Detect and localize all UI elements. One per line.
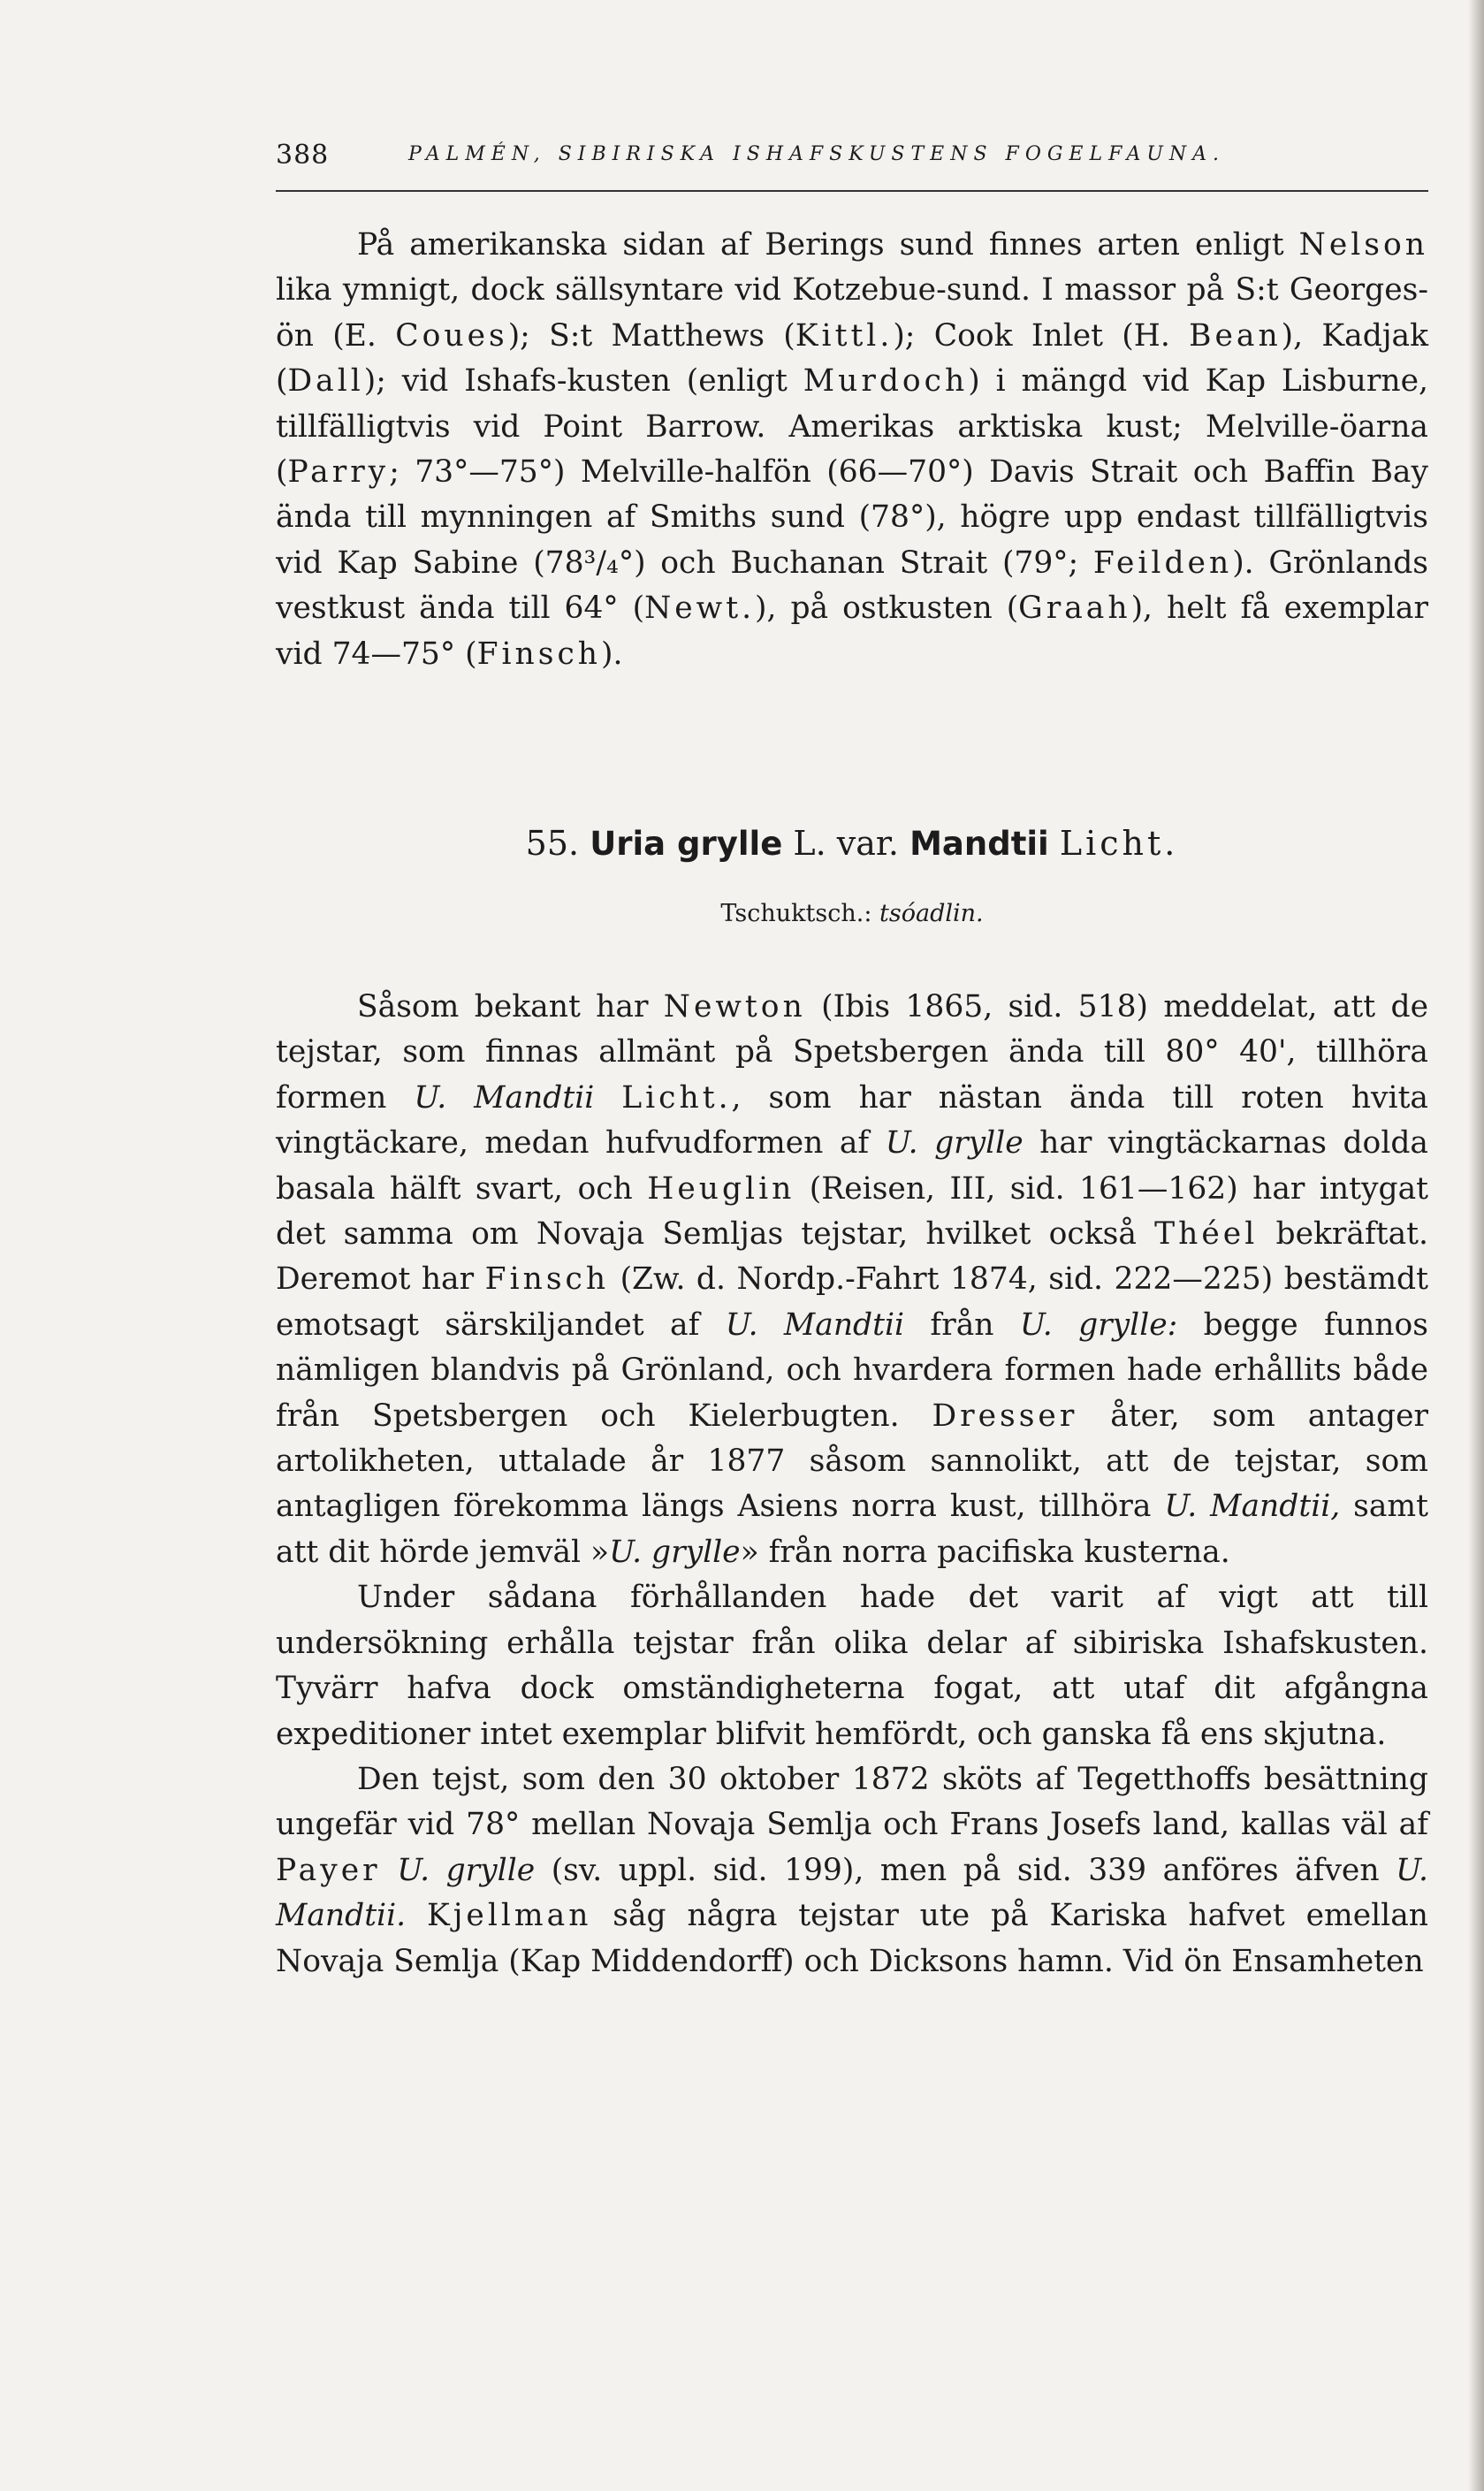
text-run: bekräftat. Deremot har: [276, 1216, 1428, 1298]
text-run: ), helt få exemplar vid 74—75° (: [276, 590, 1428, 672]
author-name: Kittl.: [795, 317, 894, 354]
running-title: PALMÉN, SIBIRISKA ISHAFSKUSTENS FOGELFAUNA.: [408, 143, 1226, 165]
text-run: (Ibis 1865, sid. 518) meddelat, att de tejstar, som finnas allmänt på Spetsbergen ända till 80° 40', tillhöra formen: [276, 989, 1428, 1116]
text-run: ), Kadjak (: [276, 317, 1428, 400]
variety-name: Mandtii: [909, 825, 1049, 863]
taxon-name: U. Mandtii,: [1164, 1489, 1341, 1525]
author-name: Finsch: [476, 636, 601, 672]
species-name: Uria grylle: [590, 825, 783, 863]
author-name: Dall: [287, 363, 364, 400]
text-run: » från norra pacifiska kusterna.: [740, 1534, 1230, 1570]
text-run: ). Grönlands vestkust ända till 64° (: [276, 545, 1429, 627]
text-run: ); vid Ishafs-kusten (enligt: [363, 363, 803, 400]
text-run: Den tejst, som den 30 oktober 1872 sköts af Tegetthoffs besättning ungefär vid 78° mellan Novaja Semlja och Frans Josefs land, kallas väl af: [276, 1761, 1428, 1843]
author-name: Coues: [395, 317, 508, 354]
text-run: åter, som antager artolikheten, uttalade år 1877 såsom sannolikt, att de tejstar, som antagligen förekomma längs Asiens norra kust, tillhöra: [276, 1398, 1428, 1525]
body-paragraph-1: [276, 985, 1428, 1575]
taxon-name: U. grylle: [397, 1852, 536, 1888]
text-run: ); Cook Inlet (H.: [893, 317, 1190, 354]
author-name: Théel: [1154, 1216, 1259, 1253]
text-run: (sv. uppl. sid. 199), men på sid. 339 anföres äfven: [535, 1852, 1396, 1888]
body-paragraph-3: [276, 1757, 1428, 1984]
body-text: [276, 985, 1428, 1984]
page-edge-shadow: [1468, 0, 1484, 2491]
author-name: Newt.: [644, 590, 756, 627]
local-name-line: [276, 900, 1428, 927]
taxon-name: U. Mandtii: [725, 1306, 905, 1343]
text-run: ).: [601, 636, 623, 672]
header-rule: [276, 190, 1428, 192]
text-run: [406, 1898, 427, 1933]
taxon-name: U. Mandtii.: [276, 1852, 1428, 1934]
text-run: lika ymnigt, dock sällsyntare vid Kotzebue-sund. I massor på S:t Georges-ön (E.: [276, 272, 1428, 354]
text-run: [381, 1853, 398, 1888]
species-number: 55.: [525, 824, 580, 863]
author-name: Dresser: [932, 1398, 1078, 1434]
text-run: ); S:t Matthews (: [507, 317, 795, 354]
variety-authority: Licht.: [1059, 824, 1179, 863]
author-name: Feilden: [1092, 545, 1233, 581]
text-run: (Reisen, III, sid. 161—162) har intygat det samma om Novaja Semljas tejstar, hvilket också: [276, 1170, 1429, 1253]
species-authority: L. var.: [782, 824, 910, 863]
text-run: såg några tejstar ute på Kariska hafvet emellan Novaja Semlja (Kap Middendorff) och Dicksons hamn. Vid ön Ensamheten: [276, 1898, 1428, 1979]
author-name: Newton: [663, 989, 806, 1025]
species-heading: [276, 824, 1428, 877]
text-run: har vingtäckarnas dolda basala hälft svart, och: [276, 1125, 1429, 1207]
text-run: begge funnos nämligen blandvis på Grönland, och hvardera formen hade erhållits både från Spetsbergen och Kielerbugten.: [276, 1306, 1428, 1434]
text-run: ) i mängd vid Kap Lisburne, tillfälligtvis vid Point Barrow. Amerikas arktiska kust; Melville-öarna (: [276, 363, 1428, 491]
author-name: Licht.: [621, 1079, 732, 1116]
author-name: Graah: [1018, 590, 1131, 627]
author-name: Bean: [1189, 317, 1282, 354]
text-run: , som har nästan ända till roten hvita vingtäckare, medan hufvudformen af: [276, 1079, 1429, 1162]
author-name: Heuglin: [647, 1170, 795, 1207]
local-name-label: Tschuktsch.:: [720, 900, 880, 927]
intro-paragraph: [276, 223, 1428, 677]
taxon-name: U. Mandtii: [414, 1079, 595, 1116]
text-run: Såsom bekant har: [357, 989, 664, 1025]
text-run: samt att dit hörde jemväl »: [276, 1489, 1428, 1570]
intro-paragraph-text: [276, 223, 1428, 677]
text-run: [594, 1080, 621, 1116]
author-name: Kjellman: [426, 1898, 592, 1934]
running-header: [276, 140, 1428, 175]
taxon-name: U. grylle:: [1019, 1306, 1178, 1343]
taxon-name: U. grylle: [885, 1125, 1024, 1162]
author-name: Nelson: [1298, 227, 1428, 263]
text-run: ), på ostkusten (: [755, 590, 1019, 627]
local-name-value: tsóadlin.: [879, 900, 984, 927]
text-run: På amerikanska sidan af Berings sund finnes arten enligt: [357, 227, 1299, 263]
page-number: 388: [276, 140, 330, 171]
text-run: (Zw. d. Nordp.-Fahrt 1874, sid. 222—225) bestämdt emotsagt särskiljandet af: [276, 1261, 1428, 1343]
author-name: Parry: [287, 454, 390, 491]
author-name: Payer: [276, 1852, 381, 1888]
text-run: ; 73°—75°) Melville-halfön (66—70°) Davis Strait och Baffin Bay ända till mynningen af Smiths sund (78°), högre upp endast tillfälligtvis vid Kap Sabine (78³/₄°) och Buchanan Strait (79°;: [276, 454, 1428, 581]
author-name: Finsch: [484, 1261, 610, 1298]
body-paragraph-2: Under sådana förhållanden hade det varit af vigt att till undersökning erhålla tejstar från olika delar af sibiriska Ishafskusten. Tyvärr hafva dock omständigheterna fogat, att utaf dit afgångna expeditioner intet exemplar blifvit hemfördt, och ganska få ens skjutna.: [276, 1580, 1428, 1752]
text-run: från: [904, 1306, 1020, 1343]
author-name: Murdoch: [803, 363, 969, 400]
taxon-name: U. grylle: [609, 1534, 741, 1570]
